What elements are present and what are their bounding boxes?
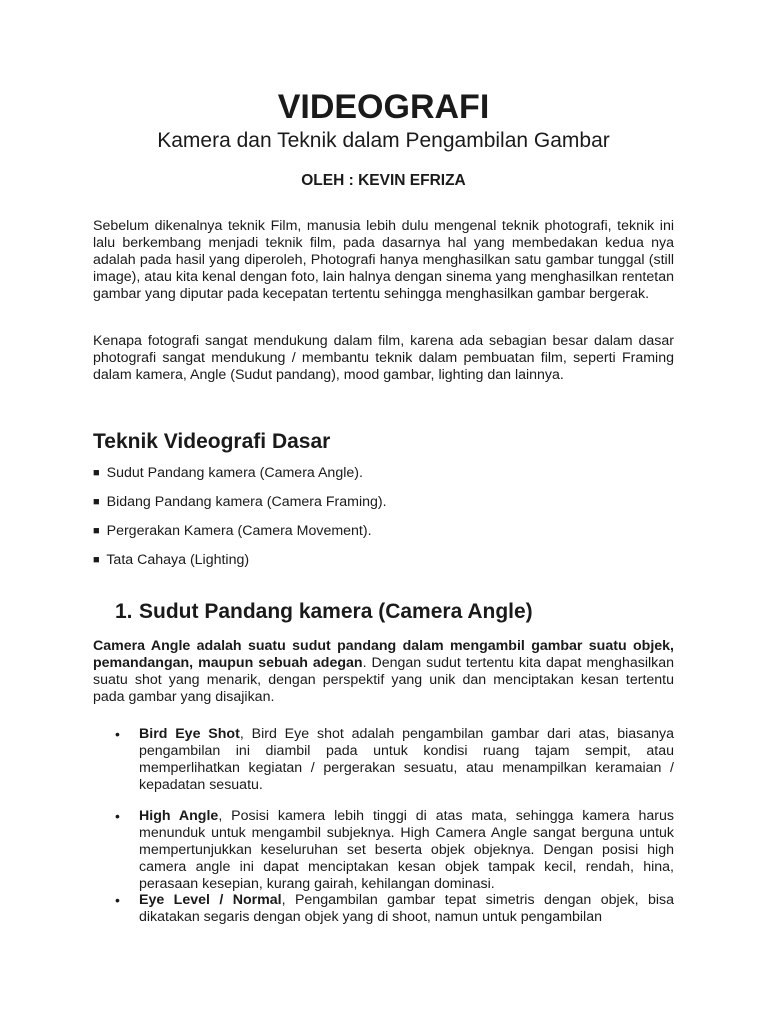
technique-label: Tata Cahaya (Lighting) <box>106 552 250 568</box>
subsection-title: Sudut Pandang kamera (Camera Angle) <box>139 600 533 623</box>
square-bullet-icon: ■ <box>93 554 100 566</box>
angle-description: , Posisi kamera lebih tinggi di atas mata, sehingga kamera harus menunduk untuk mengambil subjeknya. High Camera Angle sangat berguna untuk mempertunjukkan keseluruhan set beserta objek objeknya. Dengan posisi high camera angle ini dapat menciptakan kesan objek tampak kecil, rendah, hina, perasaan kesepian, kurang gairah, kehilangan dominasi. <box>139 808 674 892</box>
bullet-dot-icon: • <box>115 726 120 742</box>
angle-description: , Bird Eye shot adalah pengambilan gambar dari atas, biasanya pengambilan ini diambil pada untuk kondisi ruang tajam sempit, atau memperlihatkan kegiatan / pergerakan sesuatu, atau menampilkan keramaian / kepadatan sesuatu. <box>139 726 674 793</box>
intro-paragraph-1: Sebelum dikenalnya teknik Film, manusia lebih dulu mengenal teknik photografi, teknik ini lalu berkembang menjadi teknik film, pada dasarnya hal yang membedakan kedua nya adalah pada hasil yang diperoleh, Photografi hanya menghasilkan satu gambar tunggal (still image), atau kita kenal dengan foto, lain halnya dengan sinema yang menghasilkan rentetan gambar yang diputar pada kecepatan tertentu sehingga menghasilkan gambar bergerak. <box>93 218 674 302</box>
angle-item-eye-level <box>115 892 675 926</box>
technique-item <box>93 494 387 511</box>
square-bullet-icon: ■ <box>93 525 100 537</box>
angle-item-high-angle <box>115 808 674 893</box>
technique-label: Pergerakan Kamera (Camera Movement). <box>106 523 372 539</box>
technique-item <box>93 465 363 482</box>
technique-label: Sudut Pandang kamera (Camera Angle). <box>106 465 363 481</box>
subsection-heading <box>115 598 533 626</box>
technique-label: Bidang Pandang kamera (Camera Framing). <box>106 494 387 510</box>
angle-item-bird-eye <box>115 726 674 794</box>
intro-paragraph-2: Kenapa fotografi sangat mendukung dalam film, karena ada sebagian besar dalam dasar photografi sangat mendukung / membantu teknik dalam pembuatan film, seperti Framing dalam kamera, Angle (Sudut pandang), mood gambar, lighting dan lainnya. <box>93 333 674 383</box>
technique-item <box>93 523 372 540</box>
document-author: OLEH : KEVIN EFRIZA <box>301 172 466 189</box>
camera-angle-definition <box>93 638 674 706</box>
angle-term: Eye Level / Normal <box>139 892 282 908</box>
subsection-number: 1. <box>115 600 133 623</box>
bullet-dot-icon: • <box>115 892 120 908</box>
angle-term: High Angle <box>139 808 219 824</box>
document-title: VIDEOGRAFI <box>277 88 490 126</box>
section-heading: Teknik Videografi Dasar <box>93 430 331 453</box>
angle-term: Bird Eye Shot <box>139 726 240 742</box>
angle-description: , Pengambilan gambar tepat simetris dengan objek, bisa dikatakan segaris dengan objek yang di shoot, namun untuk pengambilan <box>139 892 675 925</box>
definition-bold-text: Camera Angle adalah suatu sudut pandang dalam mengambil gambar suatu objek, pemandangan, maupun sebuah adegan <box>93 638 674 671</box>
document-subtitle: Kamera dan Teknik dalam Pengambilan Gambar <box>157 129 610 152</box>
square-bullet-icon: ■ <box>93 467 100 479</box>
square-bullet-icon: ■ <box>93 496 100 508</box>
definition-text: . Dengan sudut tertentu kita dapat menghasilkan suatu shot yang menarik, dengan perspektif yang unik dan menciptakan kesan tertentu pada gambar yang disajikan. <box>93 655 675 705</box>
technique-item <box>93 552 249 569</box>
bullet-dot-icon: • <box>115 808 120 824</box>
